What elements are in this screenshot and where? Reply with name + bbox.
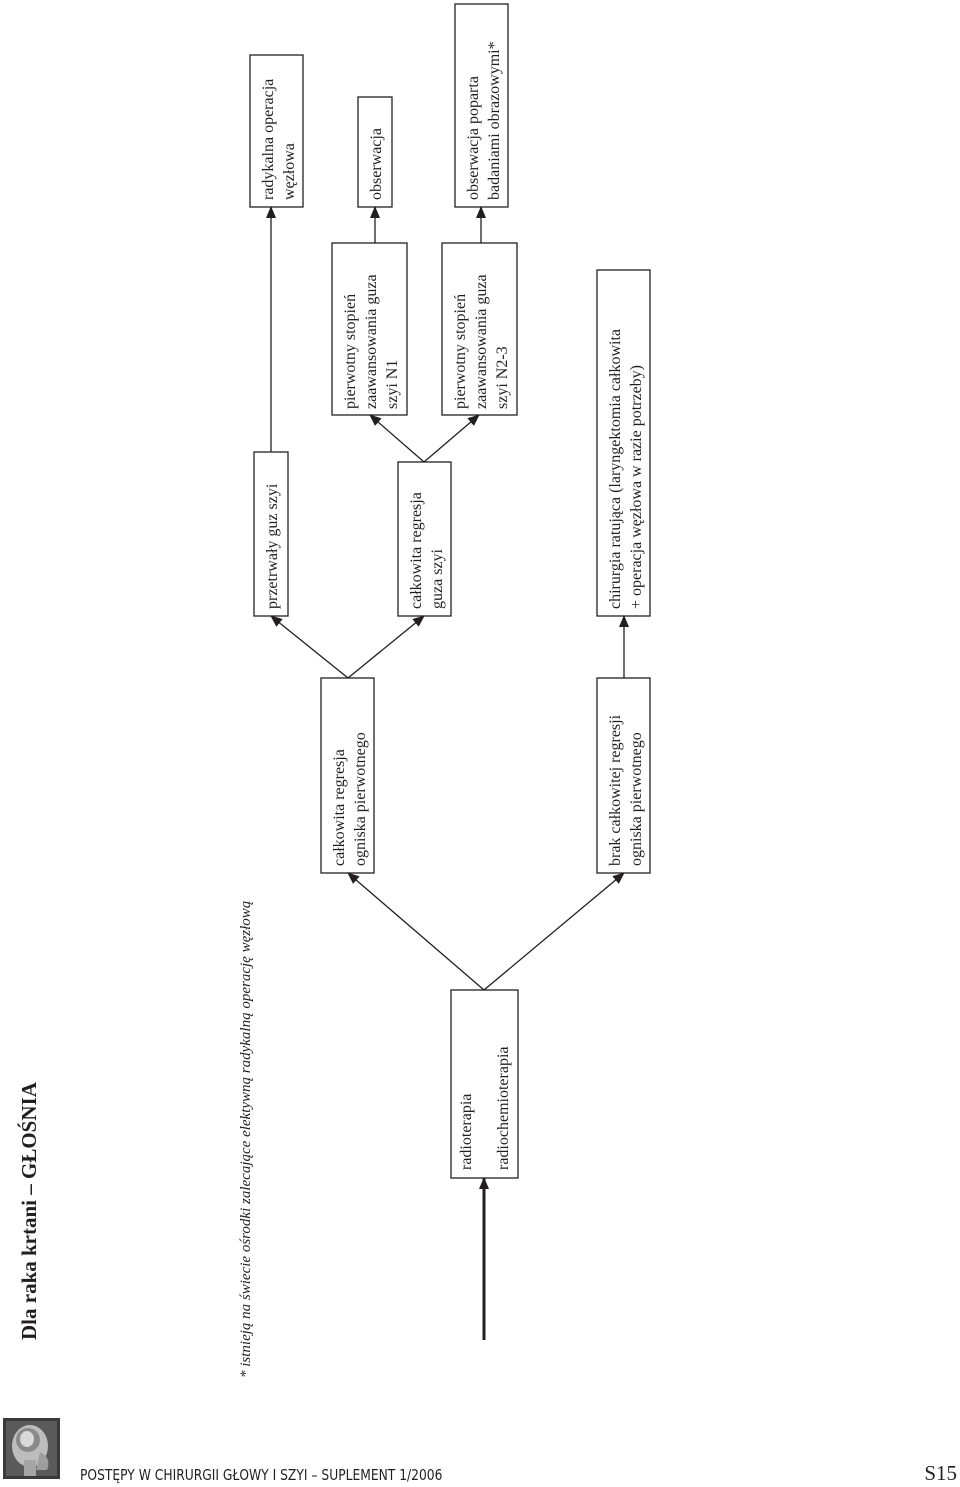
head-scan-icon — [3, 1418, 60, 1479]
complete-neck-to-n23-arrow — [424, 415, 479, 462]
start-to-complete-primary-arrow — [348, 873, 484, 990]
persistent-neck-label: przetrwały guz szyi — [264, 483, 281, 609]
radical-neck-line1: radykalna operacja — [260, 78, 277, 200]
complete-primary-to-persistent-neck-arrow — [271, 616, 348, 678]
radical-neck-line2: węzłowa — [281, 143, 298, 200]
salvage-line2: + operacja węzłowa w razie potrzeby) — [628, 365, 645, 609]
complete-neck-to-n1-arrow — [370, 415, 424, 462]
imaging-observation-node — [455, 4, 508, 207]
salvage-line1: chirurgia ratująca (laryngektomia całkowita — [607, 328, 624, 609]
imaging-observation-line1: obserwacja poparta — [465, 76, 482, 200]
n23-stage-node — [442, 243, 517, 415]
incomplete-primary-line2: ogniska pierwotnego — [628, 732, 645, 866]
complete-neck-line1: całkowita regresja — [408, 492, 425, 609]
complete-neck-node — [398, 462, 451, 616]
radical-neck-dissection-node — [250, 55, 303, 207]
start-radiotherapy-label: radioterapia — [458, 1093, 475, 1170]
n1-line1: pierwotny stopień — [342, 293, 359, 409]
imaging-observation-line2: badaniami obrazowymi* — [486, 41, 503, 200]
n23-line1: pierwotny stopień — [452, 293, 469, 409]
page-number: S15 — [924, 1461, 957, 1485]
n23-line2: zaawansowania guza — [473, 274, 490, 409]
footnote: * istnieją na świecie ośrodki zalecające elektywną radykalną operację węzłową — [238, 900, 254, 1378]
complete-primary-to-complete-neck-arrow — [348, 616, 424, 678]
start-radiochemotherapy-label: radiochemioterapia — [495, 1046, 512, 1170]
start-to-incomplete-primary-arrow — [484, 873, 624, 990]
complete-primary-node — [321, 678, 374, 873]
observation-label: obserwacja — [368, 128, 385, 200]
complete-primary-line1: całkowita regresja — [331, 749, 348, 866]
salvage-surgery-node — [597, 270, 650, 616]
n1-line3: szyi N1 — [384, 359, 401, 409]
complete-neck-line2: guza szyi — [429, 549, 446, 609]
n23-line3: szyi N2-3 — [494, 346, 511, 409]
observation-node — [358, 97, 392, 207]
n1-line2: zaawansowania guza — [363, 274, 380, 409]
start-node — [451, 990, 518, 1178]
running-header: POSTĘPY W CHIRURGII GŁOWY I SZYI – SUPLEMENT 1/2006 — [80, 1466, 443, 1485]
complete-primary-line2: ogniska pierwotnego — [352, 732, 369, 866]
page-title: Dla raka krtani – GŁOŚNIA — [17, 1082, 41, 1340]
n1-stage-node — [332, 243, 407, 415]
incomplete-primary-node — [597, 678, 650, 873]
persistent-neck-node — [254, 452, 288, 616]
incomplete-primary-line1: brak całkowitej regresji — [607, 714, 624, 866]
